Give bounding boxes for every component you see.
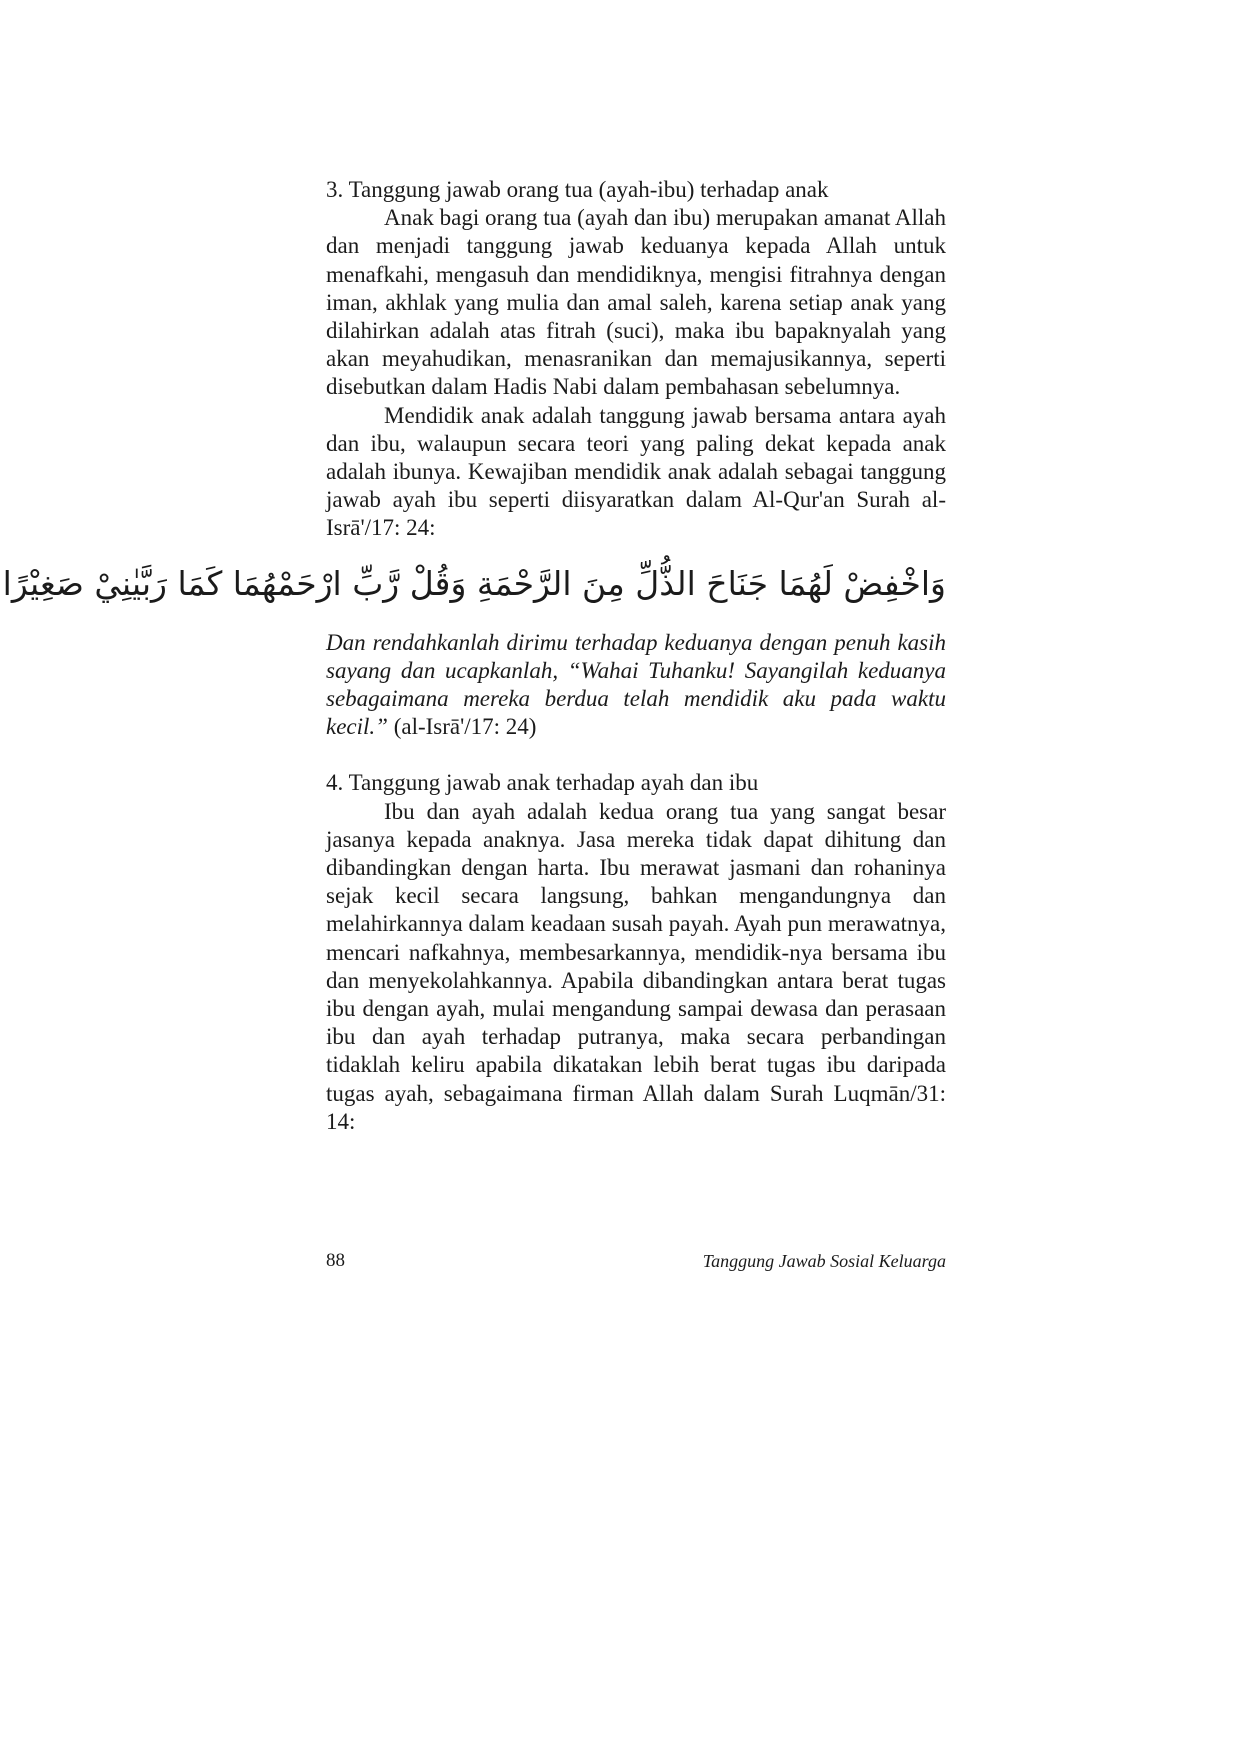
page-number: 88 bbox=[326, 1250, 345, 1271]
verse-translation bbox=[326, 629, 946, 742]
running-footer-title: Tanggung Jawab Sosial Keluarga bbox=[702, 1251, 946, 1271]
section-3-heading: 3. Tanggung jawab orang tua (ayah-ibu) terhadap anak bbox=[326, 177, 829, 202]
verse-reference: (al-Isrā'/17: 24) bbox=[387, 714, 537, 740]
section-3-paragraph-2: Mendidik anak adalah tanggung jawab bersama antara ayah dan ibu, walaupun secara teori yang paling dekat kepada anak adalah ibunya. Kewajiban mendidik anak adalah sebagai tanggung jawab ayah ibu seperti diisyaratkan dalam Al-Qur'an Surah al-Isrā'/17: 24: bbox=[326, 402, 946, 541]
page-content bbox=[2, 176, 946, 1136]
verse-translation-text: Dan rendahkanlah dirimu terhadap keduanya dengan penuh kasih sayang dan ucapkanlah, “Wahai Tuhanku! Sayangilah keduanya sebagaimana mereka berdua telah mendidik aku pada waktu kecil.” bbox=[326, 629, 946, 740]
quran-verse-arabic: وَاخْفِضْ لَهُمَا جَنَاحَ الذُّلِّ مِنَ الرَّحْمَةِ وَقُلْ رَّبِّ ارْحَمْهُمَا كَمَا رَبَّيٰنِيْ صَغِيْرًا bbox=[2, 563, 946, 603]
section-4-paragraph-1: Ibu dan ayah adalah kedua orang tua yang sangat besar jasanya kepada anaknya. Jasa mereka tidak dapat dihitung dan dibandingkan dengan harta. Ibu merawat jasmani dan rohaninya sejak kecil secara langsung, bahkan mengandungnya dan melahirkannya dalam keadaan susah payah. Ayah pun merawatnya, mencari nafkahnya, membesarkannya, mendidik-nya bersama ibu dan menyekolahkannya. Apabila dibandingkan antara berat tugas ibu dengan ayah, mulai mengandung sampai dewasa dan perasaan ibu dan ayah terhadap putranya, maka secara perbandingan tidaklah keliru apabila dikatakan lebih berat tugas ibu daripada tugas ayah, sebagaimana firman Allah dalam Surah Luqmān/31: 14: bbox=[326, 798, 946, 1134]
section-4-heading: 4. Tanggung jawab anak terhadap ayah dan ibu bbox=[326, 770, 759, 796]
spacer bbox=[326, 741, 946, 769]
section-3-paragraph-1: Anak bagi orang tua (ayah dan ibu) merupakan amanat Allah dan menjadi tanggung jawab keduanya kepada Allah untuk menafkahi, mengasuh dan mendidiknya, mengisi fitrahnya dengan iman, akhlak yang mulia dan amal saleh, karena setiap anak yang dilahirkan adalah atas fitrah (suci), maka ibu bapaknyalah yang akan meyahudikan, menasranikan dan memajusikannya, seperti disebutkan dalam Hadis Nabi dalam pembahasan sebelumnya. bbox=[326, 205, 946, 400]
